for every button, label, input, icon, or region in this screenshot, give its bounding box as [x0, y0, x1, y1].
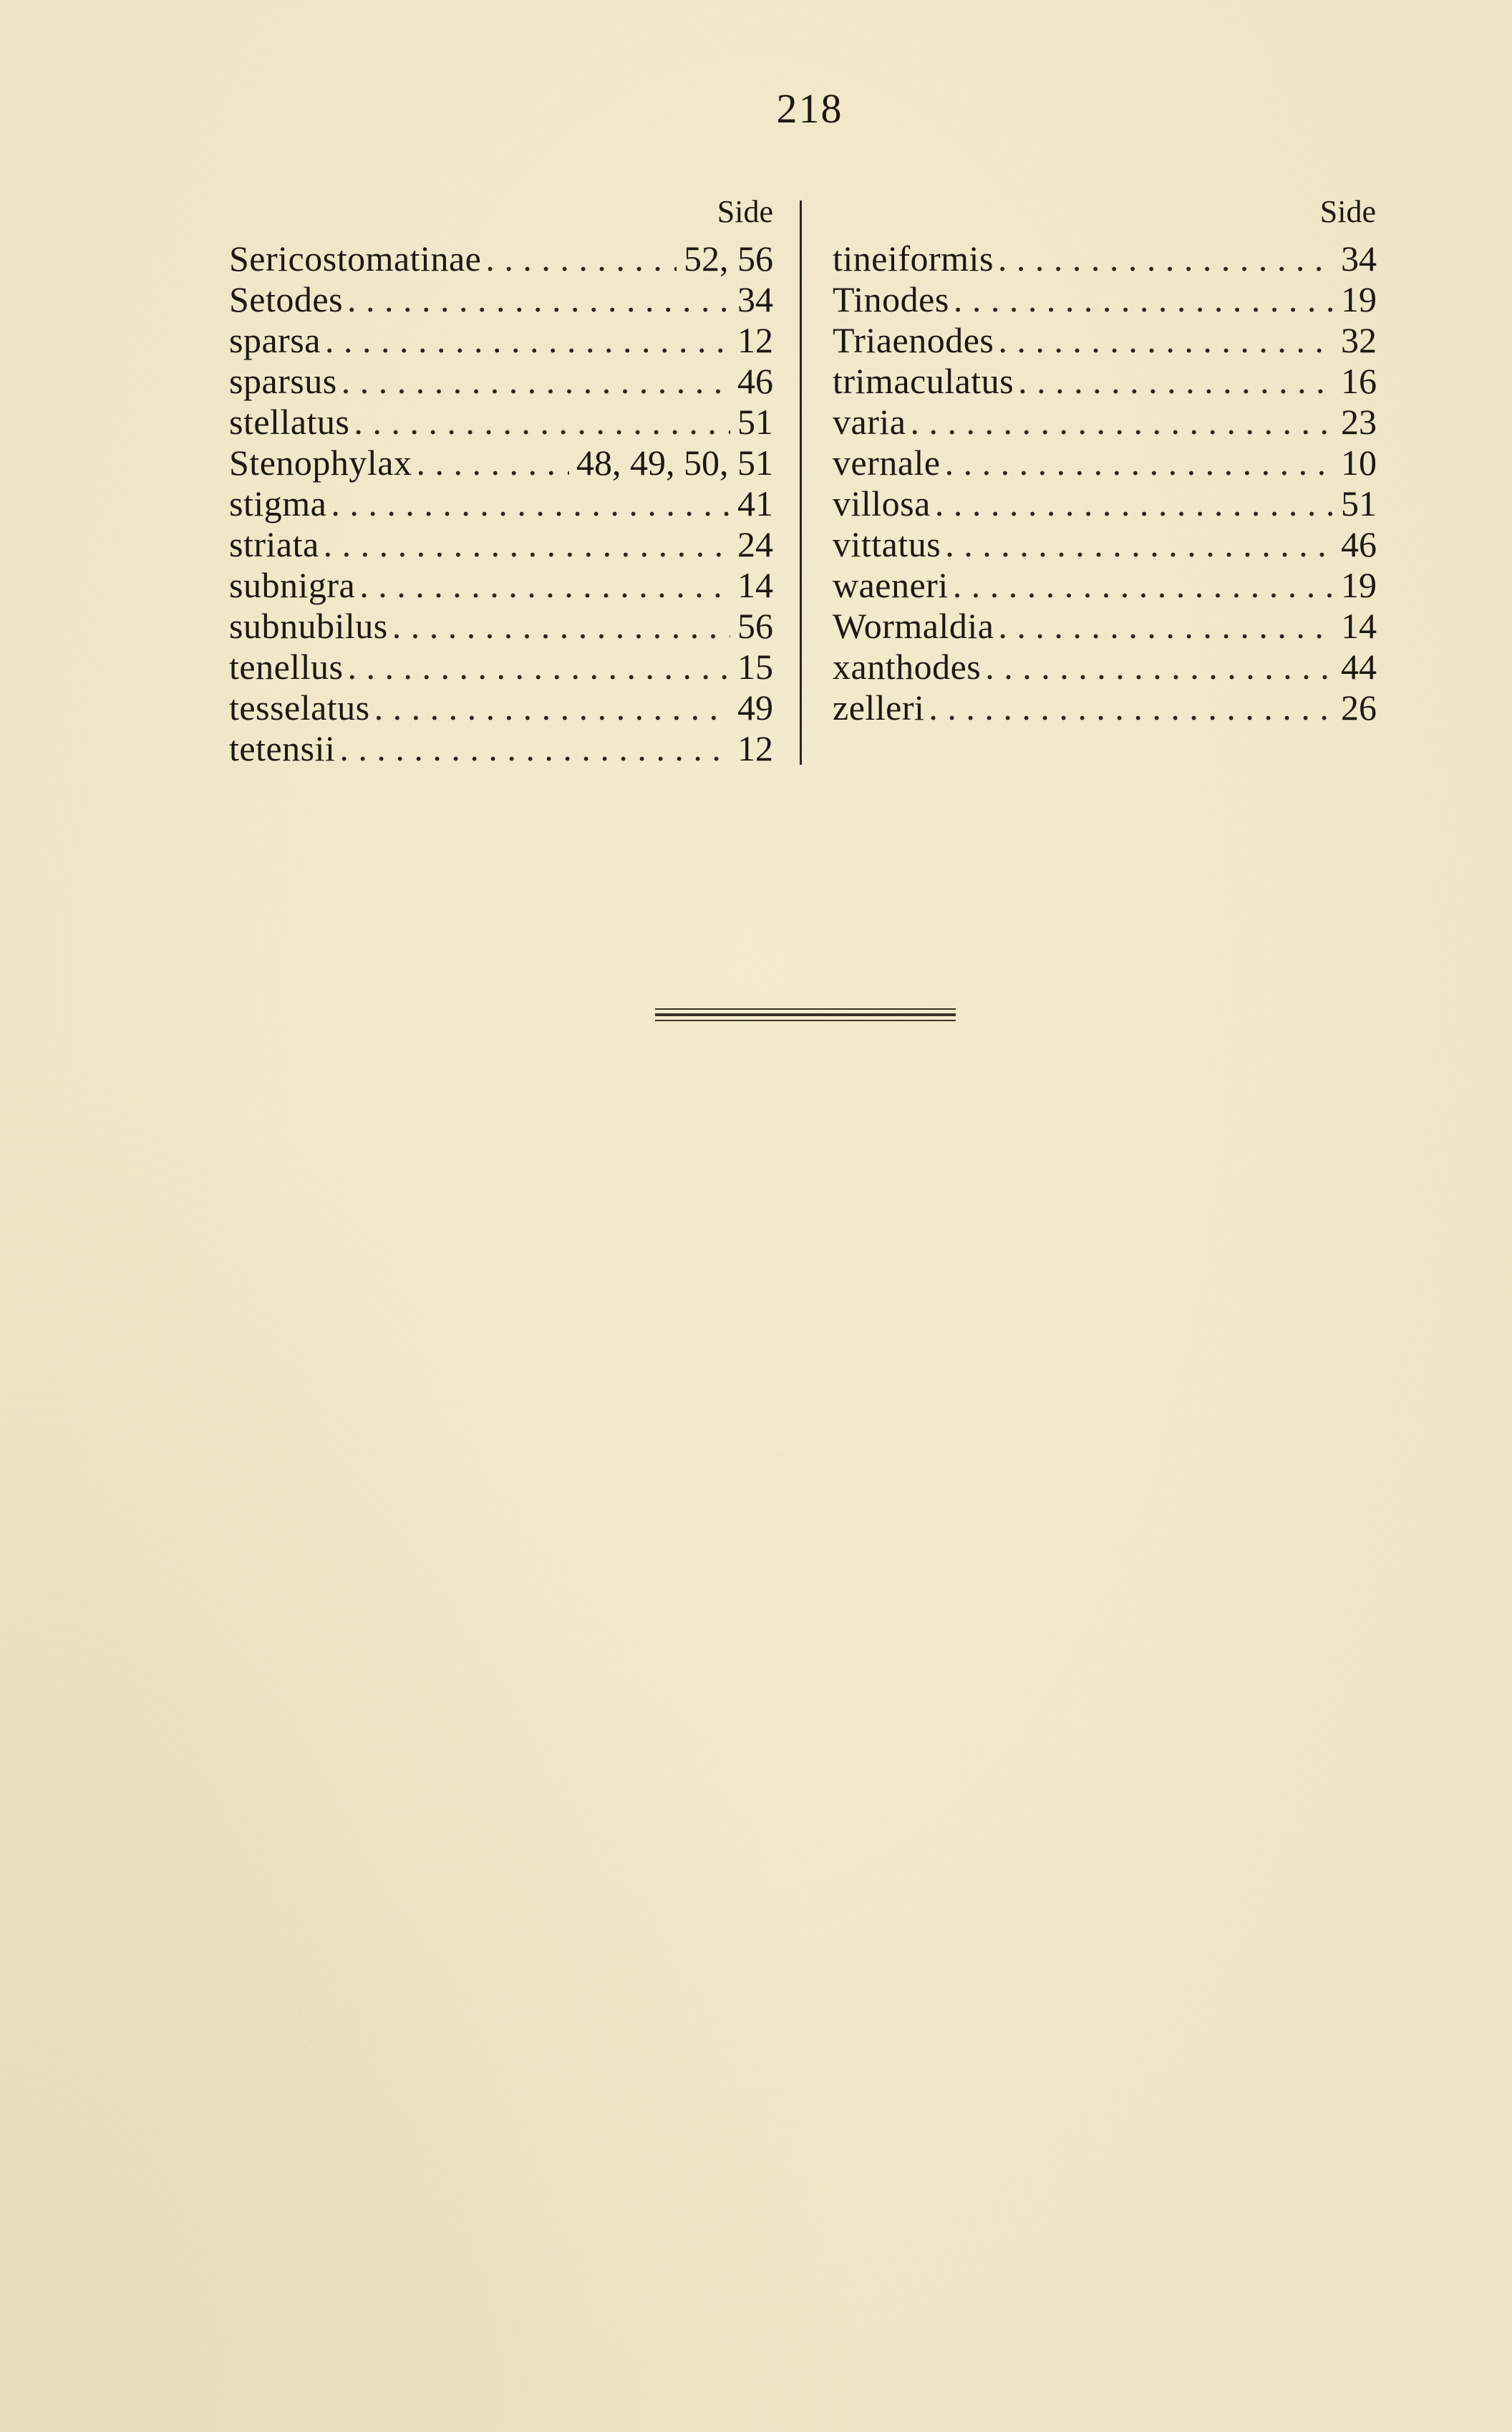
- page-reference: 41: [737, 483, 773, 523]
- index-term: stigma: [229, 483, 327, 523]
- index-entry: [833, 238, 1377, 279]
- dot-leader: [341, 361, 730, 402]
- index-entry: [229, 402, 773, 443]
- page-reference: 32: [1341, 320, 1377, 360]
- index-entry: [229, 361, 773, 402]
- index-term: Stenophylax: [229, 443, 412, 483]
- dot-leader: [416, 443, 569, 483]
- right-column-heading: Side: [1319, 194, 1376, 229]
- page-reference: 15: [737, 647, 773, 687]
- index-entry: [229, 728, 773, 769]
- index-entry: [833, 687, 1377, 728]
- dot-leader: [339, 728, 730, 769]
- index-term: tenellus: [229, 647, 344, 687]
- dot-leader: [935, 483, 1334, 524]
- index-term: subnubilus: [229, 606, 388, 646]
- column-divider: [800, 201, 802, 765]
- index-entry: [833, 524, 1377, 565]
- index-term: sparsus: [229, 361, 337, 401]
- index-term: Tinodes: [833, 279, 949, 319]
- index-entry: [833, 565, 1377, 606]
- index-term: Triaenodes: [833, 320, 994, 360]
- page-reference: 52, 56: [684, 238, 773, 279]
- index-entry: [229, 443, 773, 483]
- index-term: sparsa: [229, 320, 321, 360]
- index-entry: [229, 483, 773, 524]
- index-entry: [229, 524, 773, 565]
- page-reference: 46: [1341, 524, 1377, 564]
- index-entry: [833, 361, 1377, 402]
- page-reference: 14: [737, 565, 773, 605]
- dot-leader: [998, 238, 1334, 279]
- dot-leader: [392, 606, 730, 647]
- dot-leader: [998, 320, 1334, 361]
- index-entry: [833, 279, 1377, 320]
- page-reference: 34: [1341, 238, 1377, 279]
- index-term: trimaculatus: [833, 361, 1014, 401]
- page-reference: 51: [737, 402, 773, 442]
- right-index-column: [833, 238, 1377, 728]
- closing-rule-top: [655, 1008, 956, 1010]
- left-column-heading: Side: [717, 194, 773, 229]
- index-term: varia: [833, 402, 906, 442]
- index-entry: [229, 565, 773, 606]
- closing-rule-middle: [655, 1013, 956, 1016]
- page-reference: 26: [1341, 687, 1377, 728]
- dot-leader: [347, 279, 730, 320]
- dot-leader: [324, 524, 730, 565]
- index-entry: [833, 320, 1377, 361]
- index-entry: [229, 279, 773, 320]
- dot-leader: [325, 320, 730, 361]
- index-term: vittatus: [833, 524, 941, 564]
- page-reference: 12: [737, 320, 773, 360]
- index-term: tineiformis: [833, 238, 994, 279]
- dot-leader: [910, 402, 1334, 443]
- index-term: striata: [229, 524, 319, 564]
- page-reference: 24: [737, 524, 773, 564]
- page-reference: 19: [1341, 565, 1377, 605]
- index-entry: [229, 320, 773, 361]
- dot-leader: [985, 647, 1334, 687]
- page-reference: 48, 49, 50, 51: [576, 443, 773, 483]
- index-entry: [229, 647, 773, 687]
- dot-leader: [1018, 361, 1334, 402]
- index-entry: [833, 402, 1377, 443]
- page-reference: 23: [1341, 402, 1377, 442]
- index-term: Wormaldia: [833, 606, 994, 646]
- index-term: zelleri: [833, 687, 925, 728]
- closing-rule-bottom: [655, 1020, 956, 1021]
- dot-leader: [929, 687, 1334, 728]
- page-reference: 16: [1341, 361, 1377, 401]
- index-term: tesselatus: [229, 687, 370, 728]
- index-entry: [229, 687, 773, 728]
- index-term: waeneri: [833, 565, 949, 605]
- index-term: villosa: [833, 483, 931, 523]
- dot-leader: [359, 565, 730, 606]
- index-term: tetensii: [229, 728, 336, 768]
- index-term: vernale: [833, 443, 941, 483]
- index-entry: [833, 647, 1377, 687]
- page-reference: 51: [1341, 483, 1377, 523]
- dot-leader: [945, 524, 1334, 565]
- page-reference: 44: [1341, 647, 1377, 687]
- page-reference: 46: [737, 361, 773, 401]
- page-reference: 10: [1341, 443, 1377, 483]
- dot-leader: [348, 647, 730, 687]
- dot-leader: [945, 443, 1334, 483]
- index-entry: [229, 238, 773, 279]
- index-entry: [229, 606, 773, 647]
- index-entry: [833, 606, 1377, 647]
- left-index-column: [229, 238, 773, 769]
- index-term: Sericostomatinae: [229, 238, 482, 279]
- index-entry: [833, 443, 1377, 483]
- page-reference: 56: [737, 606, 773, 646]
- page-reference: 49: [737, 687, 773, 728]
- dot-leader: [998, 606, 1334, 647]
- dot-leader: [354, 402, 730, 443]
- dot-leader: [485, 238, 677, 279]
- index-term: subnigra: [229, 565, 356, 605]
- dot-leader: [331, 483, 730, 524]
- page-reference: 14: [1341, 606, 1377, 646]
- dot-leader: [374, 687, 730, 728]
- page-reference: 34: [737, 279, 773, 319]
- page-reference: 19: [1341, 279, 1377, 319]
- page-reference: 12: [737, 728, 773, 768]
- page-number: 218: [776, 85, 843, 132]
- dot-leader: [954, 279, 1334, 320]
- index-term: xanthodes: [833, 647, 982, 687]
- index-term: Setodes: [229, 279, 344, 319]
- dot-leader: [953, 565, 1334, 606]
- index-entry: [833, 483, 1377, 524]
- index-term: stellatus: [229, 402, 350, 442]
